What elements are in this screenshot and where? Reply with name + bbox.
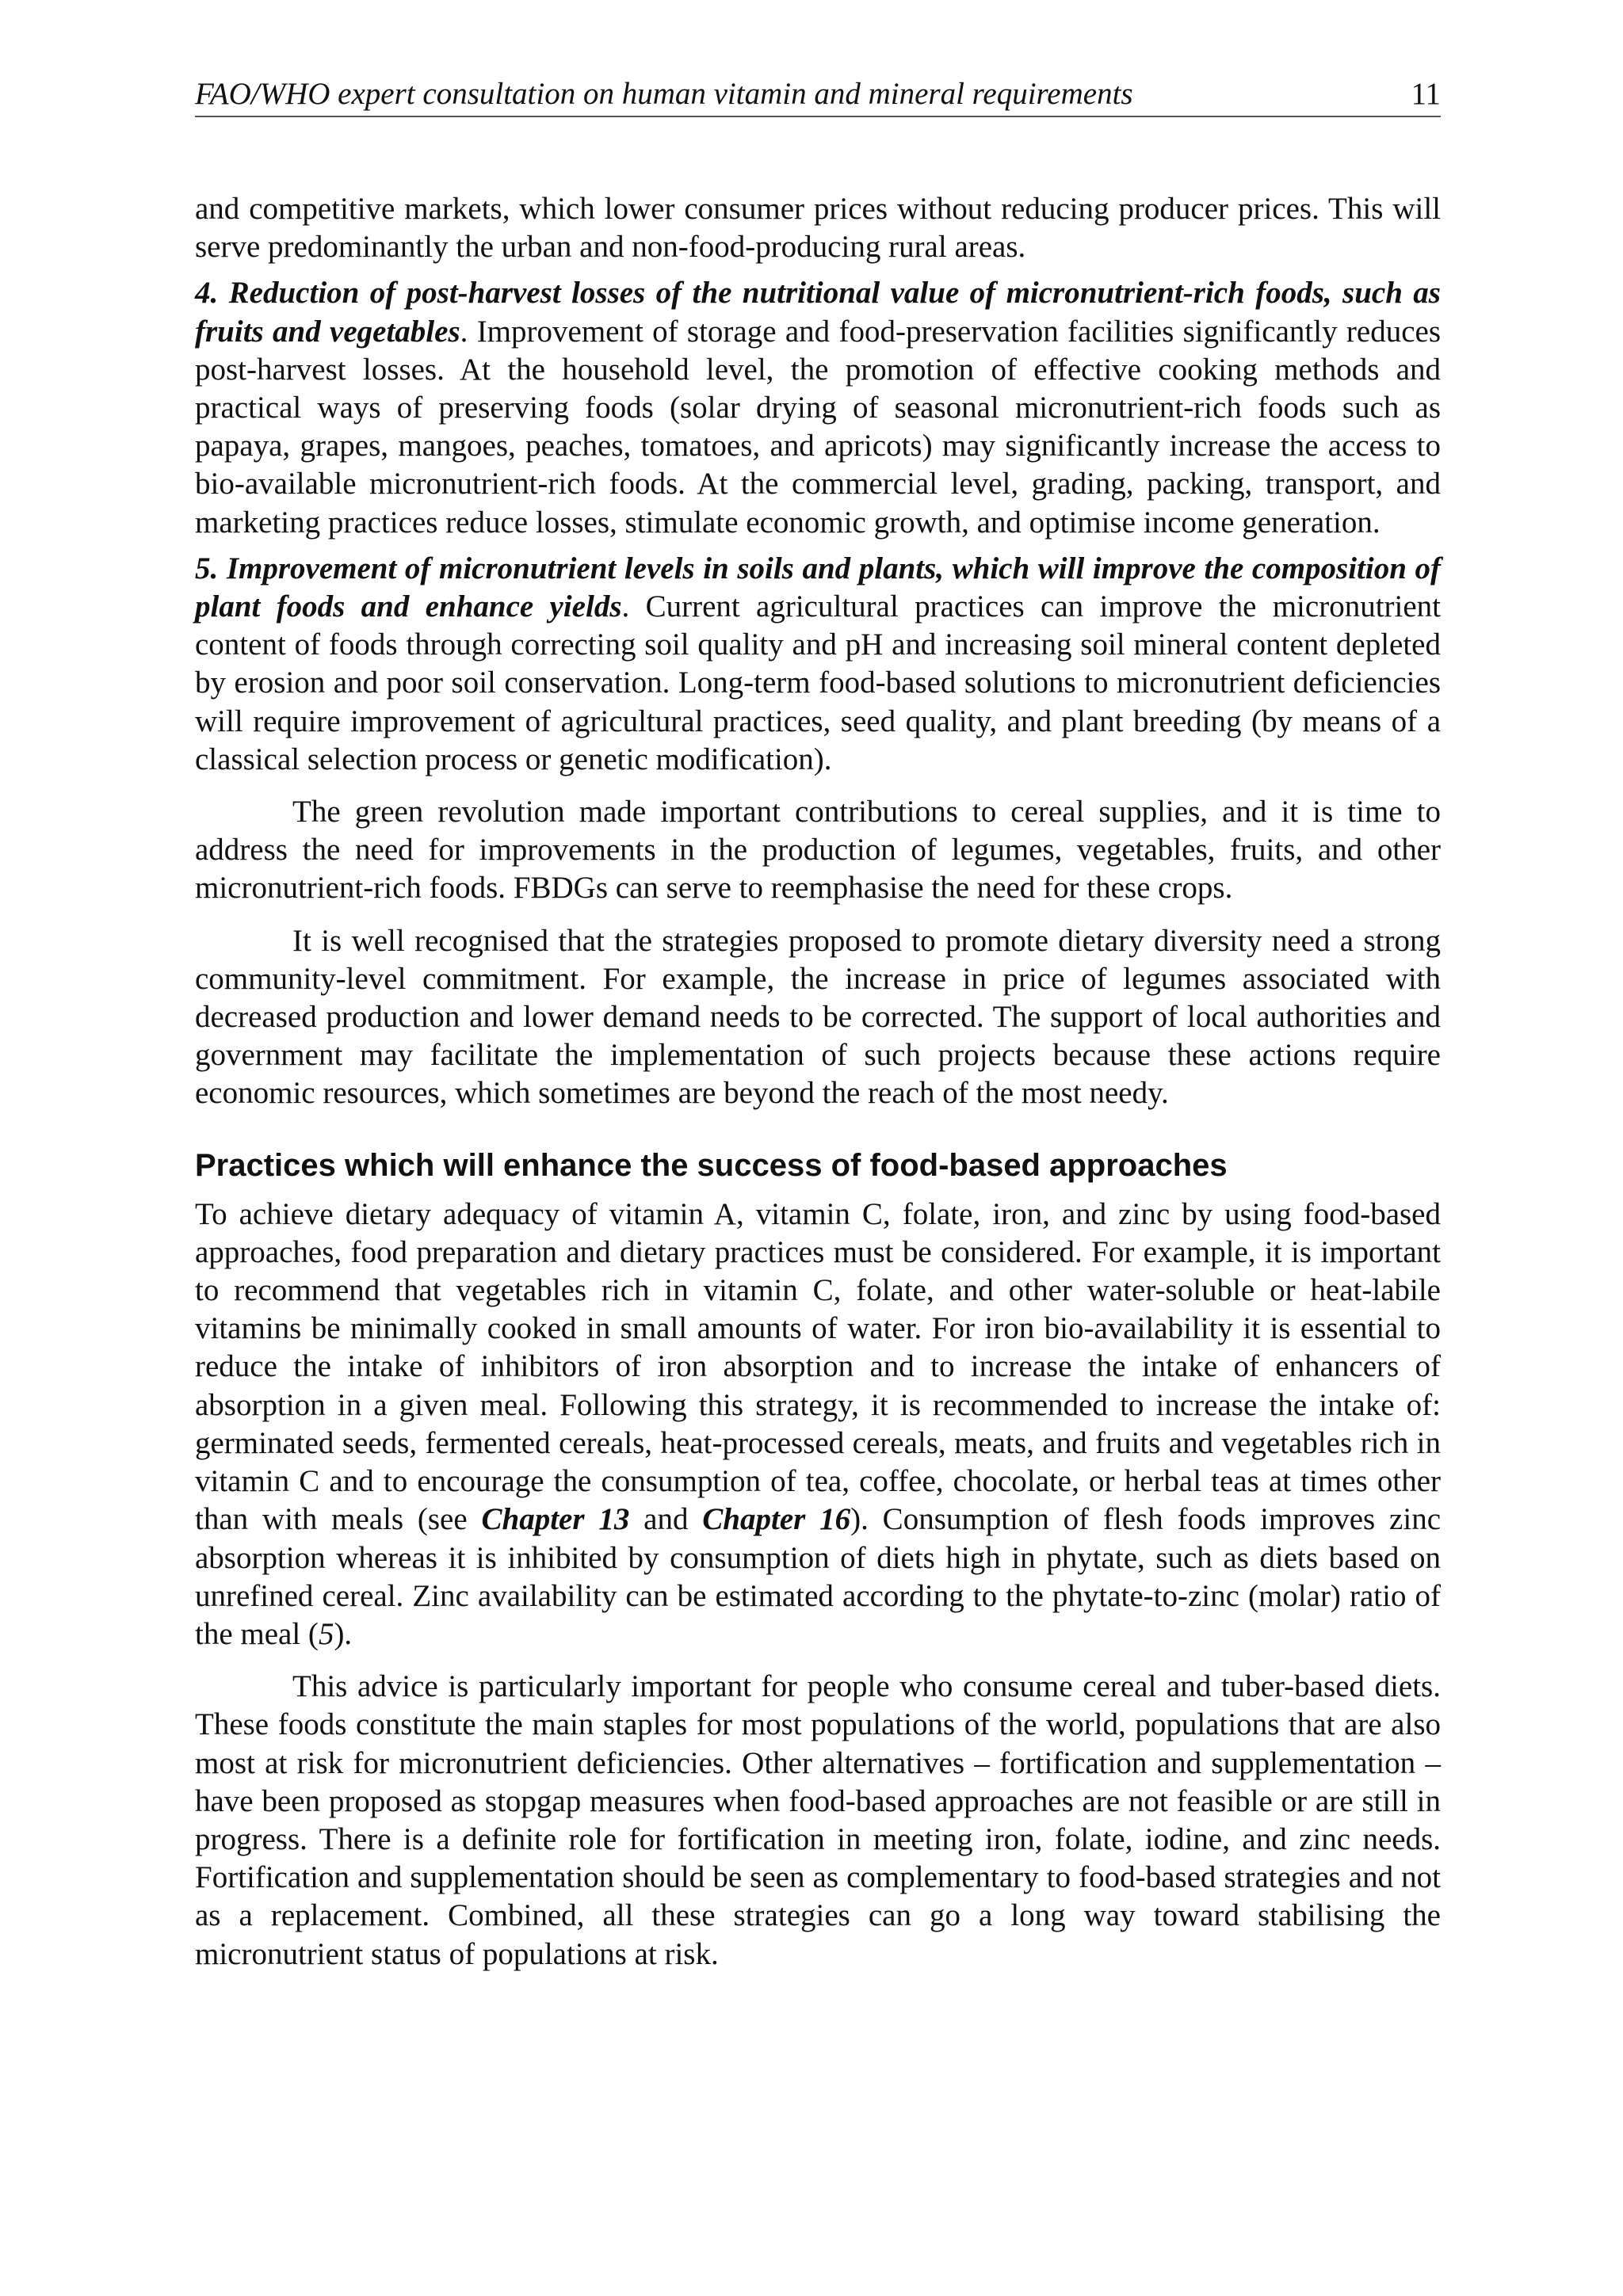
- paragraph-text: To achieve dietary adequacy of vitamin A, vitamin C, folate, iron, and zinc by using food-based approaches, food preparation and dietary practices must be considered. For example, it is important to recommend that vegetables rich in vitamin C, folate, and other water-soluble or heat-labile vitamins be minimally cooked in small amounts of water. For iron bio-availability it is essential to reduce the intake of inhibitors of iron absorption and to increase the intake of enhancers of absorption in a given meal. Following this strategy, it is recommended to increase the intake of: germinated seeds, fermented cereals, heat-processed cereals, meats, and fruits and vegetables rich in vitamin C and to encourage the consumption of tea, coffee, chocolate, or herbal teas at times other than with meals (see: [195, 1196, 1441, 1537]
- chapter-reference: Chapter 16: [702, 1502, 851, 1537]
- list-item-lead: 4. Reduction of post-harvest losses of the nutritional value of micronutrient-rich foods, such as fruits and vegetables: [195, 276, 1441, 349]
- page-number: 11: [1411, 77, 1441, 111]
- chapter-reference: Chapter 13: [481, 1502, 630, 1537]
- document-page: [195, 76, 1441, 1981]
- list-item-lead: 5. Improvement of micronutrient levels in soils and plants, which will improve the composition of plant foods and enhance yields: [195, 551, 1441, 624]
- paragraph-text: and: [629, 1502, 703, 1537]
- list-item-4: [195, 274, 1441, 541]
- paragraph-green-revolution: [195, 793, 1441, 908]
- body-text: [195, 190, 1441, 1974]
- paragraph-text: ).: [334, 1616, 353, 1651]
- paragraph-community: [195, 922, 1441, 1113]
- paragraph-text: The green revolution made important contributions to cereal supplies, and it is time to address the need for improvements in the production of legumes, vegetables, fruits, and other micronutrient-rich foods. FBDGs can serve to reemphasise the need for these crops.: [195, 795, 1441, 906]
- citation-number: 5: [318, 1616, 334, 1651]
- running-header: [195, 76, 1441, 117]
- paragraph-practices: [195, 1196, 1441, 1653]
- list-item-text: . Improvement of storage and food-preservation facilities significantly reduces post-harvest losses. At the household level, the promotion of effective cooking methods and practical ways of preserving foods (solar drying of seasonal micronutrient-rich foods such as papaya, grapes, mangoes, peaches, tomatoes, and apricots) may significantly increase the access to bio-available micronutrient-rich foods. At the commercial level, grading, packing, transport, and marketing practices reduce losses, stimulate economic growth, and optimise income generation.: [195, 314, 1441, 540]
- paragraph-text: and competitive markets, which lower consumer prices without reducing producer prices. This will serve predominantly the urban and non-food-producing rural areas.: [195, 192, 1441, 265]
- paragraph-text: ). Consumption of flesh foods improves zinc absorption whereas it is inhibited by consumption of diets high in phytate, such as diets based on unrefined cereal. Zinc availability can be estimated according to the phytate-to-zinc (molar) ratio of the meal (: [195, 1502, 1442, 1651]
- paragraph-text: This advice is particularly important for people who consume cereal and tuber-based diets. These foods constitute the main staples for most populations of the world, populations that are also most at risk for micronutrient deficiencies. Other alternatives – fortification and supplementation – have been proposed as stopgap measures when food-based approaches are not feasible or are still in progress. There is a definite role for fortification in meeting iron, folate, iodine, and zinc needs. Fortification and supplementation should be seen as complementary to food-based strategies and not as a replacement. Combined, all these strategies can go a long way toward stabilising the micronutrient status of populations at risk.: [195, 1669, 1441, 1971]
- paragraph-advice: [195, 1668, 1441, 1974]
- paragraph-continued: [195, 190, 1441, 266]
- list-item-text: . Current agricultural practices can improve the micronutrient content of foods through correcting soil quality and pH and increasing soil mineral content depleted by erosion and poor soil conservation. Long-term food-based solutions to micronutrient deficiencies will require improvement of agricultural practices, seed quality, and plant breeding (by means of a classical selection process or genetic modification).: [195, 589, 1441, 776]
- list-item-5: [195, 550, 1441, 779]
- section-heading: Practices which will enhance the success of food-based approaches: [195, 1147, 1228, 1183]
- paragraph-text: It is well recognised that the strategies proposed to promote dietary diversity need a strong community-level commitment. For example, the increase in price of legumes associated with decreased production and lower demand needs to be corrected. The support of local authorities and government may facilitate the implementation of such projects because these actions require economic resources, which sometimes are beyond the reach of the most needy.: [195, 923, 1441, 1111]
- running-title: FAO/WHO expert consultation on human vitamin and mineral requirements: [195, 77, 1133, 111]
